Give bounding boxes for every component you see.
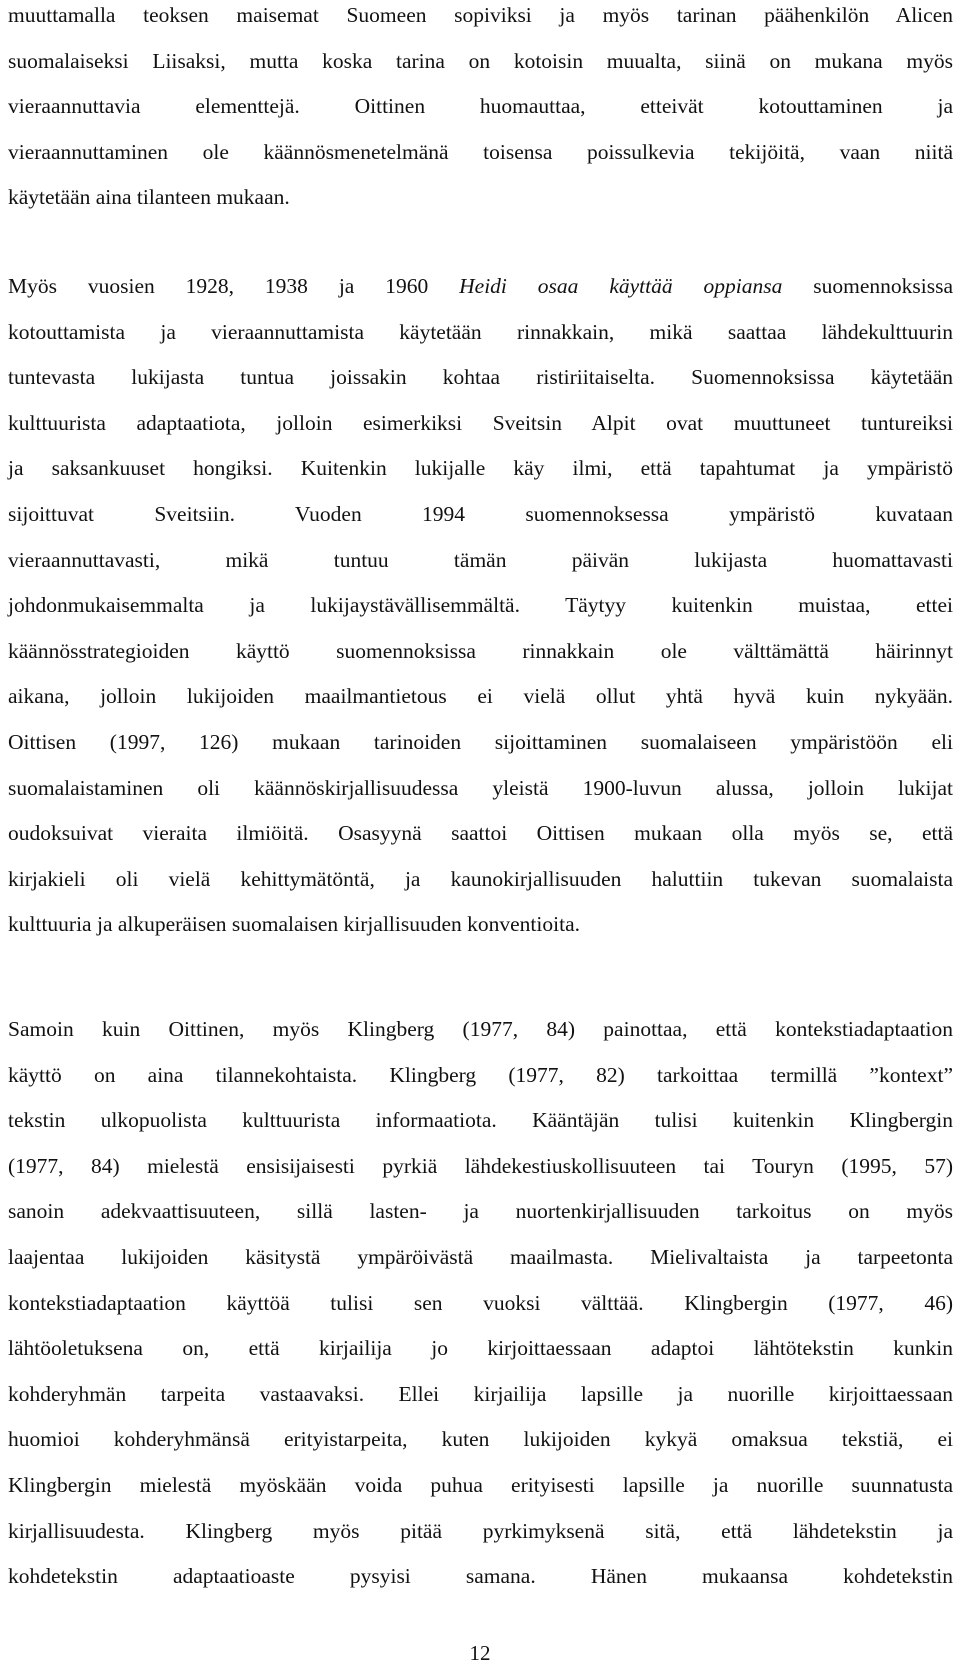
text-line: kulttuurista adaptaatiota, jolloin esimerkiksi Sveitsin Alpit ovat muuttuneet tuntureiksi (8, 410, 953, 435)
text-run: Myös vuosien 1928, 1938 ja 1960 (8, 274, 460, 298)
text-line: kohdetekstin adaptaatioaste pysyisi samana. Hänen mukaansa kohdetekstin (8, 1564, 953, 1589)
text-line: sanoin adekvaattisuuteen, sillä lasten- ja nuortenkirjallisuuden tarkoitus on myös (8, 1199, 953, 1224)
text-line: aikana, jolloin lukijoiden maailmantietous ei vielä ollut yhtä hyvä kuin nykyään. (8, 684, 953, 709)
text-line: oudoksuivat vieraita ilmiöitä. Osasyynä saattoi Oittisen mukaan olla myös se, että (8, 821, 953, 846)
text-line: huomioi kohderyhmänsä erityistarpeita, kuten lukijoiden kykyä omaksua tekstiä, ei (8, 1427, 953, 1452)
text-line: käyttö on aina tilannekohtaista. Klingberg (1977, 82) tarkoittaa termillä ”kontext” (8, 1062, 953, 1087)
page-number: 12 (469, 1641, 491, 1665)
text-line: kohderyhmän tarpeita vastaavaksi. Ellei kirjailija lapsille ja nuorille kirjoittaessaan (8, 1381, 953, 1406)
text-line (8, 264, 953, 310)
text-line: kulttuuria ja alkuperäisen suomalaisen kirjallisuuden konventioita. (8, 912, 580, 937)
text-line: kontekstiadaptaation käyttöä tulisi sen vuoksi välttää. Klingbergin (1977, 46) (8, 1290, 953, 1315)
text-line: kirjakieli oli vielä kehittymätöntä, ja kaunokirjallisuuden haluttiin tukevan suomalaista (8, 866, 953, 891)
text-line: käännösstrategioiden käyttö suomennoksissa rinnakkain ole välttämättä häirinnyt (8, 638, 953, 663)
text-line: vieraannuttavia elementtejä. Oittinen huomauttaa, etteivät kotouttaminen ja (8, 94, 953, 119)
text-line: lähtöoletuksena on, että kirjailija jo kirjoittaessaan adaptoi lähtötekstin kunkin (8, 1336, 953, 1361)
paragraph-3 (8, 1007, 953, 1600)
text-line: laajentaa lukijoiden käsitystä ympäröivästä maailmasta. Mielivaltaista ja tarpeetonta (8, 1244, 953, 1269)
text-line: suomalaiseksi Liisaksi, mutta koska tarina on kotoisin muualta, siinä on mukana myös (8, 48, 953, 73)
text-line: johdonmukaisemmalta ja lukijaystävällisemmältä. Täytyy kuitenkin muistaa, ettei (8, 593, 953, 618)
text-line: kirjallisuudesta. Klingberg myös pitää pyrkimyksenä sitä, että lähdetekstin ja (8, 1518, 953, 1543)
text-line: vieraannuttaminen ole käännösmenetelmänä toisensa poissulkevia tekijöitä, vaan niitä (8, 139, 953, 164)
text-line: ja saksankuuset hongiksi. Kuitenkin lukijalle käy ilmi, että tapahtumat ja ympäristö (8, 456, 953, 481)
paragraph-1 (8, 0, 953, 221)
text-line: suomalaistaminen oli käännöskirjallisuudessa yleistä 1900-luvun alussa, jolloin lukijat (8, 775, 953, 800)
text-line: Samoin kuin Oittinen, myös Klingberg (1977, 84) painottaa, että kontekstiadaptaation (8, 1017, 953, 1041)
text-run: suomennoksissa (782, 274, 953, 298)
text-line: tekstin ulkopuolista kulttuurista informaatiota. Kääntäjän tulisi kuitenkin Klingbergin (8, 1108, 953, 1133)
text-line: vieraannuttavasti, mikä tuntuu tämän päivän lukijasta huomattavasti (8, 547, 953, 572)
text-line: sijoittuvat Sveitsiin. Vuoden 1994 suomennoksessa ympäristö kuvataan (8, 501, 953, 526)
text-line: Klingbergin mielestä myöskään voida puhua erityisesti lapsille ja nuorille suunnatusta (8, 1472, 953, 1497)
text-line: (1977, 84) mielestä ensisijaisesti pyrkiä lähdekestiuskollisuuteen tai Touryn (1995, 57) (8, 1153, 953, 1178)
book-title: Heidi osaa käyttää oppiansa (459, 274, 783, 298)
text-line: Oittisen (1997, 126) mukaan tarinoiden sijoittaminen suomalaiseen ympäristöön eli (8, 729, 953, 754)
text-line: käytetään aina tilanteen mukaan. (8, 185, 290, 210)
text-line: kotouttamista ja vieraannuttamista käytetään rinnakkain, mikä saattaa lähdekulttuurin (8, 319, 953, 344)
paragraph-2 (8, 264, 953, 948)
text-line: muuttamalla teoksen maisemat Suomeen sopiviksi ja myös tarinan päähenkilön Alicen (8, 3, 953, 27)
text-line: tuntevasta lukijasta tuntua joissakin kohtaa ristiriitaiselta. Suomennoksissa käytetään (8, 365, 953, 390)
